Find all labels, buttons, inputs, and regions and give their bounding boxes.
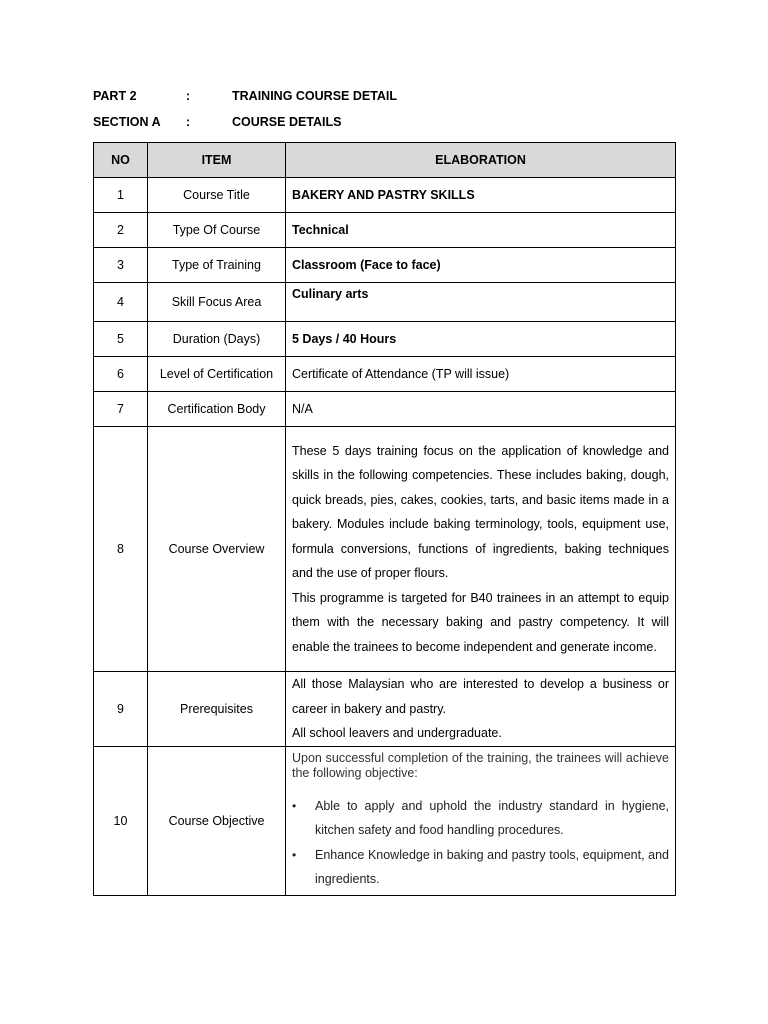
header-no: NO: [94, 143, 148, 178]
row-item: Level of Certification: [148, 357, 286, 392]
skill-focus-value: Culinary arts: [286, 283, 676, 322]
table-row: [94, 178, 676, 213]
row-number: 3: [94, 248, 148, 283]
part-title: TRAINING COURSE DETAIL: [232, 89, 398, 103]
row-item: Duration (Days): [148, 322, 286, 357]
table-row: [94, 213, 676, 248]
section-title: COURSE DETAILS: [232, 115, 342, 129]
course-overview-cell: [286, 427, 676, 672]
row-number: 1: [94, 178, 148, 213]
row-item: Prerequisites: [148, 672, 286, 747]
course-title-value: BAKERY AND PASTRY SKILLS: [286, 178, 676, 213]
row-number: 5: [94, 322, 148, 357]
header-elaboration: ELABORATION: [286, 143, 676, 178]
course-details-table: [93, 142, 676, 896]
row-number: 2: [94, 213, 148, 248]
table-row: [94, 427, 676, 672]
objective-item: [292, 794, 669, 843]
table-row: [94, 283, 676, 322]
table-row: [94, 357, 676, 392]
prerequisite-paragraph: All those Malaysian who are interested to develop a business or career in bakery and pastry.: [292, 677, 669, 716]
certification-body-value: N/A: [286, 392, 676, 427]
part-colon: :: [186, 89, 191, 103]
table-row: [94, 392, 676, 427]
training-type-value: Classroom (Face to face): [286, 248, 676, 283]
row-item: Course Overview: [148, 427, 286, 672]
header-item: ITEM: [148, 143, 286, 178]
objective-text: Able to apply and uphold the industry standard in hygiene, kitchen safety and food handling procedures.: [315, 798, 669, 837]
part-label: PART 2: [93, 89, 137, 103]
course-objective-cell: [286, 746, 676, 895]
objective-list: [292, 794, 669, 892]
row-item: Skill Focus Area: [148, 283, 286, 322]
prerequisite-paragraph: All school leavers and undergraduate.: [292, 726, 502, 740]
table-row: [94, 322, 676, 357]
table-row: [94, 746, 676, 895]
overview-paragraph: These 5 days training focus on the application of knowledge and skills in the following competencies. These includes baking, dough, quick breads, pies, cakes, cookies, tarts, and basic items made in a bakery. Modules include baking terminology, tools, equipment use, formula conversions, functions of ingredients, baking techniques and the use of proper flours.: [292, 443, 669, 581]
row-number: 4: [94, 283, 148, 322]
overview-paragraph: This programme is targeted for B40 trainees in an attempt to equip them with the necessary baking and pastry competency. It will enable the trainees to become independent and generate income.: [292, 590, 669, 654]
table-header-row: [94, 143, 676, 178]
section-colon: :: [186, 115, 191, 129]
section-label: SECTION A: [93, 115, 161, 129]
row-item: Type Of Course: [148, 213, 286, 248]
bullet-icon: •: [292, 798, 297, 813]
row-item: Certification Body: [148, 392, 286, 427]
certification-level-value: Certificate of Attendance (TP will issue): [286, 357, 676, 392]
course-type-value: Technical: [286, 213, 676, 248]
prerequisites-cell: [286, 672, 676, 747]
bullet-icon: •: [292, 847, 297, 862]
row-number: 7: [94, 392, 148, 427]
row-number: 6: [94, 357, 148, 392]
row-number: 10: [94, 746, 148, 895]
row-number: 8: [94, 427, 148, 672]
table-row: [94, 672, 676, 747]
row-item: Course Title: [148, 178, 286, 213]
row-item: Type of Training: [148, 248, 286, 283]
table-row: [94, 248, 676, 283]
row-number: 9: [94, 672, 148, 747]
duration-value: 5 Days / 40 Hours: [286, 322, 676, 357]
objective-item: [292, 843, 669, 892]
objective-text: Enhance Knowledge in baking and pastry tools, equipment, and ingredients.: [315, 847, 669, 886]
objective-intro: Upon successful completion of the training, the trainees will achieve the following objective:: [292, 750, 669, 780]
row-item: Course Objective: [148, 746, 286, 895]
